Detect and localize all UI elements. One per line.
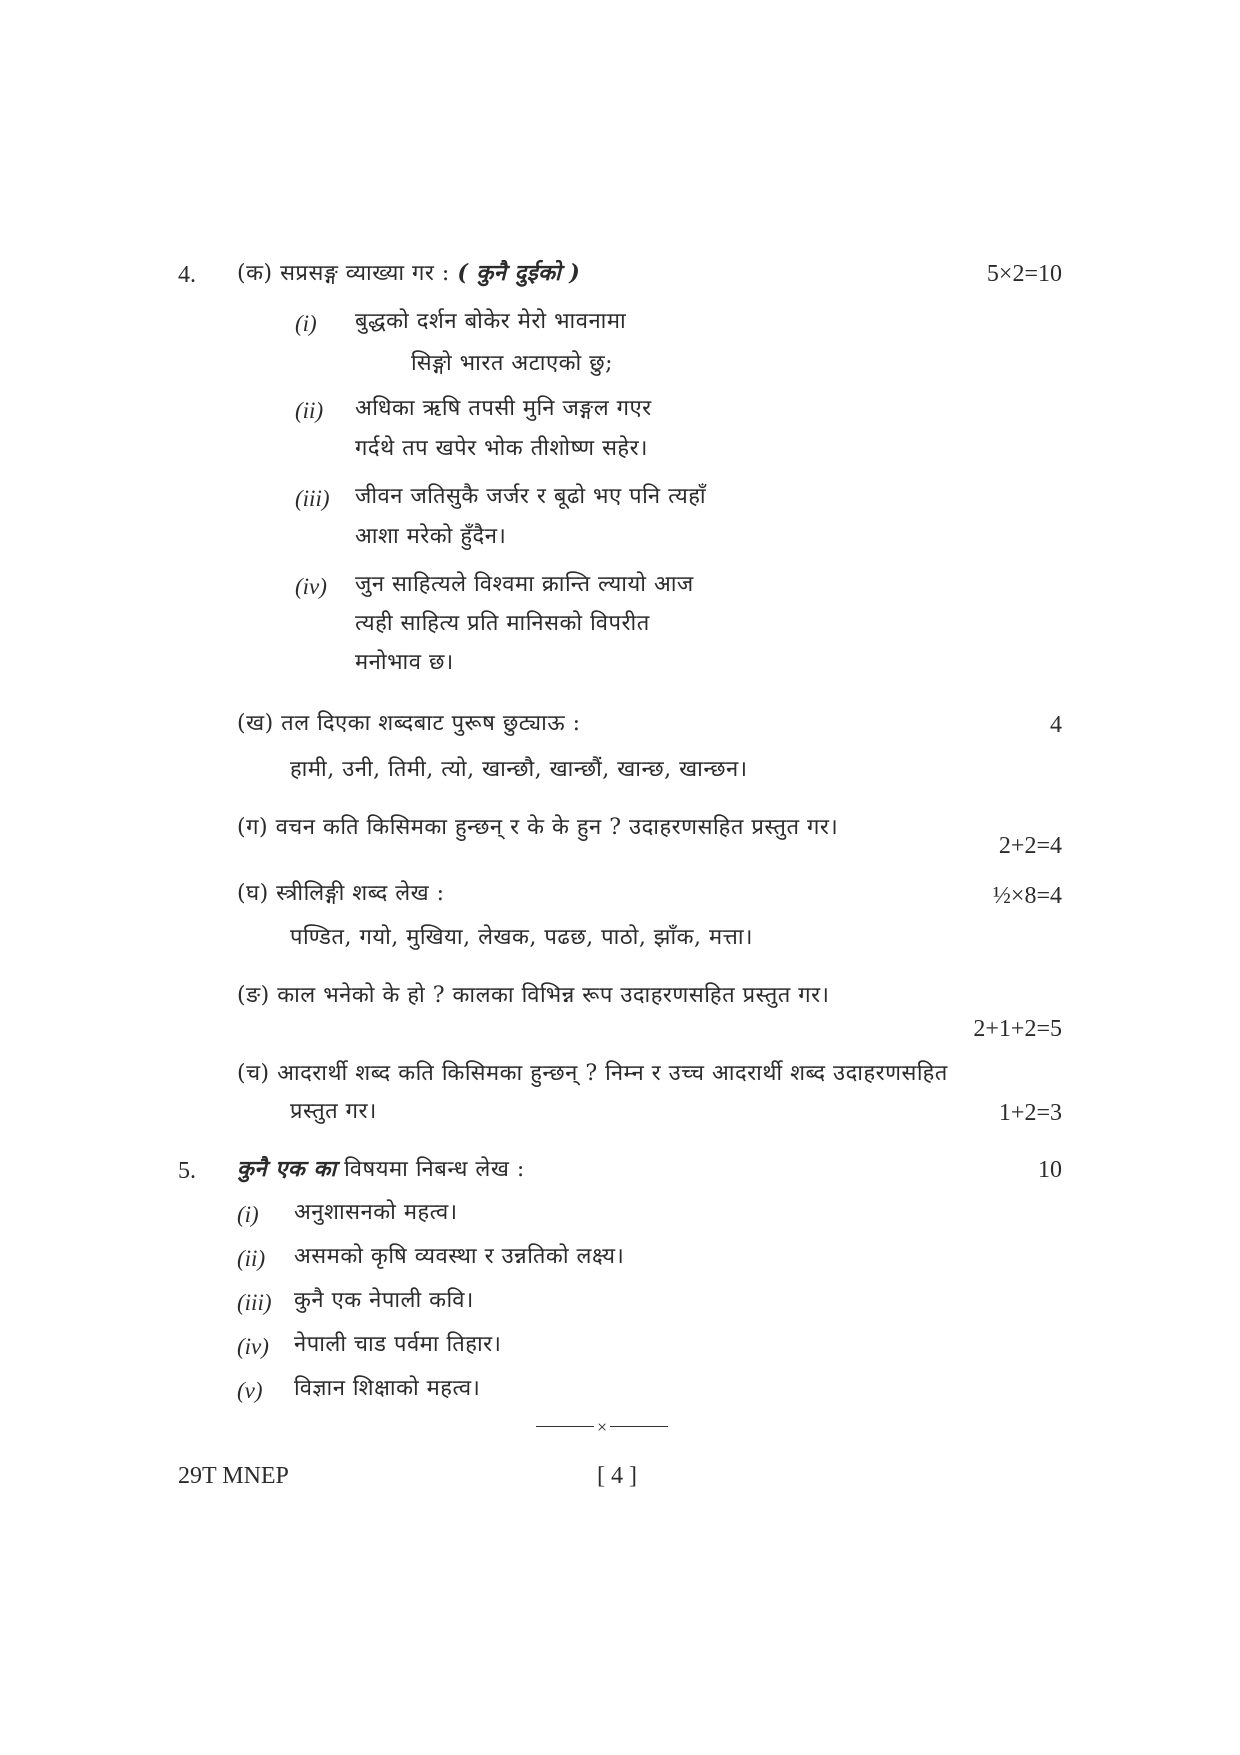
q4-gha-heading — [237, 877, 445, 911]
q4-cha-label: (च) — [237, 1061, 270, 1086]
q4-ka-label: (क) — [237, 261, 273, 286]
q4-ka-item-1-line-2: सिङ्गो भारत अटाएको छु; — [411, 351, 614, 376]
q5-item-2-text: असमको कृषि व्यवस्था र उन्नतिको लक्ष्य। — [294, 1244, 625, 1269]
q5-item-3-text: कुनै एक नेपाली कवि। — [294, 1288, 474, 1313]
q4-nga-label: (ङ) — [237, 983, 270, 1008]
q5-item-3-roman: (iii) — [237, 1290, 272, 1315]
q4-gha-label: (घ) — [237, 881, 269, 906]
q5-item-1-roman: (i) — [237, 1202, 259, 1227]
q4-kha-marks: 4 — [1050, 712, 1062, 738]
q4-nga-text: काल भनेको के हो ? कालका विभिन्न रूप उदाहरणसहित प्रस्तुत गर। — [277, 983, 830, 1008]
page-number: [ 4 ] — [597, 1463, 637, 1489]
q4-ka-text: सप्रसङ्ग व्याख्या गर : — [280, 261, 450, 286]
q4-ka-item-3-line-1: जीवन जतिसुकै जर्जर र बूढो भए पनि त्यहाँ — [355, 484, 707, 509]
q4-ka-heading — [237, 256, 580, 291]
q4-kha-heading — [237, 707, 581, 741]
q4-nga-heading — [237, 979, 830, 1013]
q4-cha-marks: 1+2=3 — [998, 1100, 1062, 1126]
q4-ka-item-2-line-1: अधिका ऋषि तपसी मुनि जङ्गल गएर — [355, 396, 652, 421]
q4-ka-item-3-roman: (iii) — [295, 486, 330, 511]
q4-ga-label: (ग) — [237, 815, 269, 840]
q4-kha-label: (ख) — [237, 711, 274, 736]
q4-ka-item-4-line-3: मनोभाव छ। — [355, 650, 454, 675]
question-4-number: 4. — [178, 262, 196, 288]
q4-nga-marks: 2+1+2=5 — [973, 1016, 1062, 1042]
q4-cha-line-2: प्रस्तुत गर। — [290, 1099, 377, 1124]
q4-kha-words: हामी, उनी, तिमी, त्यो, खान्छौ, खान्छौं, खान्छ, खान्छन। — [290, 757, 748, 782]
q4-gha-text: स्त्रीलिङ्गी शब्द लेख : — [276, 881, 445, 906]
q5-item-1-text: अनुशासनको महत्व। — [294, 1200, 458, 1225]
q4-ga-heading — [237, 811, 838, 845]
q4-ga-marks: 2+2=4 — [998, 833, 1062, 859]
q4-ka-marks: 5×2=10 — [986, 261, 1062, 287]
q4-ka-emphasis: ( कुनै दुईको ) — [457, 260, 581, 286]
end-divider — [536, 1412, 668, 1441]
q4-ka-item-2-roman: (ii) — [295, 398, 324, 423]
divider-rule-left — [536, 1426, 594, 1427]
q5-item-2-roman: (ii) — [237, 1246, 266, 1271]
q5-heading — [237, 1152, 525, 1187]
q4-ka-item-4-line-2: त्यही साहित्य प्रति मानिसको विपरीत — [355, 611, 650, 636]
paper-code: 29T MNEP — [178, 1463, 289, 1489]
q5-item-4-roman: (iv) — [237, 1334, 269, 1359]
q4-ka-item-3-line-2: आशा मरेको हुँदैन। — [355, 524, 507, 549]
q4-ka-item-1-line-1: बुद्धको दर्शन बोकेर मेरो भावनामा — [355, 309, 627, 334]
q4-cha-text: आदरार्थी शब्द कति किसिमका हुन्छन् ? निम्न र उच्च आदरार्थी शब्द उदाहरणसहित — [277, 1061, 948, 1086]
q4-kha-text: तल दिएका शब्दबाट पुरूष छुट्याऊ : — [281, 711, 581, 736]
question-5-number: 5. — [178, 1158, 196, 1184]
q4-ga-text: वचन कति किसिमका हुन्छन् र के के हुन ? उदाहरणसहित प्रस्तुत गर। — [275, 815, 839, 840]
q5-item-4-text: नेपाली चाड पर्वमा तिहार। — [294, 1332, 502, 1357]
q4-cha-heading — [237, 1057, 948, 1091]
q5-emphasis: कुनै एक का — [237, 1156, 337, 1182]
q5-marks: 10 — [1038, 1157, 1062, 1183]
q5-item-5-text: विज्ञान शिक्षाको महत्व। — [294, 1376, 481, 1401]
q4-gha-marks: ½×8=4 — [992, 883, 1062, 909]
q5-text: विषयमा निबन्ध लेख : — [344, 1157, 525, 1182]
q4-ka-item-2-line-2: गर्दथे तप खपेर भोक तीशोष्ण सहेर। — [355, 436, 648, 461]
q4-ka-item-4-line-1: जुन साहित्यले विश्वमा क्रान्ति ल्यायो आज — [355, 572, 694, 597]
divider-rule-right — [610, 1426, 668, 1427]
q5-item-5-roman: (v) — [237, 1378, 263, 1403]
q4-ka-item-1-roman: (i) — [295, 311, 317, 336]
end-cross-mark: × — [597, 1416, 608, 1437]
q4-ka-item-4-roman: (iv) — [295, 574, 327, 599]
q4-gha-words: पण्डित, गयो, मुखिया, लेखक, पढछ, पाठो, झाँक, मत्ता। — [290, 925, 753, 950]
